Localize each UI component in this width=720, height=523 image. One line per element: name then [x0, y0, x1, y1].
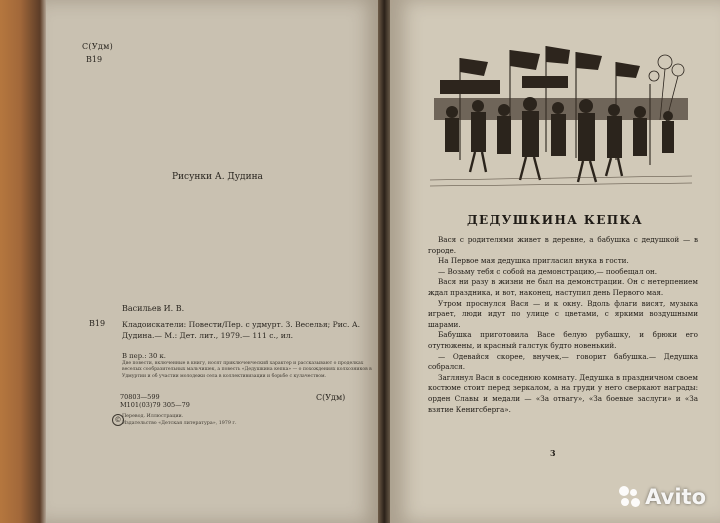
- copyright-block: [122, 414, 236, 427]
- paragraph: Бабушка приготовила Васе белую рубашку, и брюки его отутюжены, и красный галстук будто новенький.: [428, 330, 698, 350]
- copyright-line-1: Перевод. Иллюстрации.: [122, 414, 184, 419]
- paragraph: — Одевайся скорее, внучек,— говорит бабушка.— Дедушка собрался.: [428, 351, 698, 372]
- avito-logo-icon: [619, 486, 641, 508]
- avito-watermark: [619, 485, 706, 509]
- watermark-text: Avito: [645, 485, 706, 509]
- paragraph: Утром проснулся Вася — и к окну. Вдоль флаги висят, музыка играет, люди идут по улице с цветами, с яркими воздушными шарами.: [428, 298, 698, 329]
- left-page-imprint: [46, 0, 380, 523]
- codes-line-2: М101(03)79 305—79: [120, 401, 190, 409]
- illustrations-credit: Рисунки А. Дудина: [172, 172, 263, 182]
- paragraph: Вася ни разу в жизни не был на демонстрации. Он с нетерпением ждал праздника, и вот, наконец, наступил день Первого мая.: [428, 277, 698, 297]
- copyright-icon: ©: [112, 414, 124, 426]
- page-number: 3: [550, 448, 556, 458]
- bibliographic-entry: Кладоискатели: Повести/Пер. с удмурт. З. Веселья; Рис. А. Дудина.— М.: Дет. лит., 1979.— 111 с., ил.: [122, 320, 361, 340]
- codes-line-1: 70803—599: [120, 393, 160, 401]
- chapter-title: ДЕДУШКИНА КЕПКА: [466, 213, 644, 227]
- price-line: В пер.: 30 к.: [122, 352, 166, 360]
- parade-illustration: [430, 40, 692, 190]
- paragraph: На Первое мая дедушка пригласил внука в гости.: [438, 256, 629, 266]
- catalog-codes: [120, 393, 190, 409]
- paragraph: — Возьму тебя с собой на демонстрацию,— пообещал он.: [438, 266, 658, 276]
- bbk-code-repeat: В19: [89, 319, 106, 328]
- paragraph: Заглянул Вася в соседнюю комнату. Дедушка в праздничном своем костюме стоит перед зеркалом, а на груди у него сверкают награды: орден Славы и медали — «За отвагу», «За боевые заслуги» и «За взятие Кенигсберга».: [428, 372, 698, 414]
- annotation-text: Две повести, включенные в книгу, носят приключенческий характер и рассказывают о проделках веселых сообразительных мальчишек, а повесть «Дедушкина кепка» — о похождениях колхозников в Удмуртии и об участии молодежи села в коллективизации и борьбе с кулачеством.: [122, 361, 372, 379]
- copyright-line-2: Издательство «Детская литература», 1979 г.: [122, 420, 237, 426]
- udk-code: С(Удм): [82, 42, 114, 51]
- story-text: [428, 235, 698, 415]
- code-right: С(Удм): [316, 393, 346, 402]
- author-name: Васильев И. В.: [122, 304, 185, 313]
- paragraph: Вася с родителями живет в деревне, а бабушка с дедушкой — в городе.: [428, 235, 698, 255]
- right-page-story: [390, 0, 720, 523]
- bbk-code: В19: [86, 55, 103, 64]
